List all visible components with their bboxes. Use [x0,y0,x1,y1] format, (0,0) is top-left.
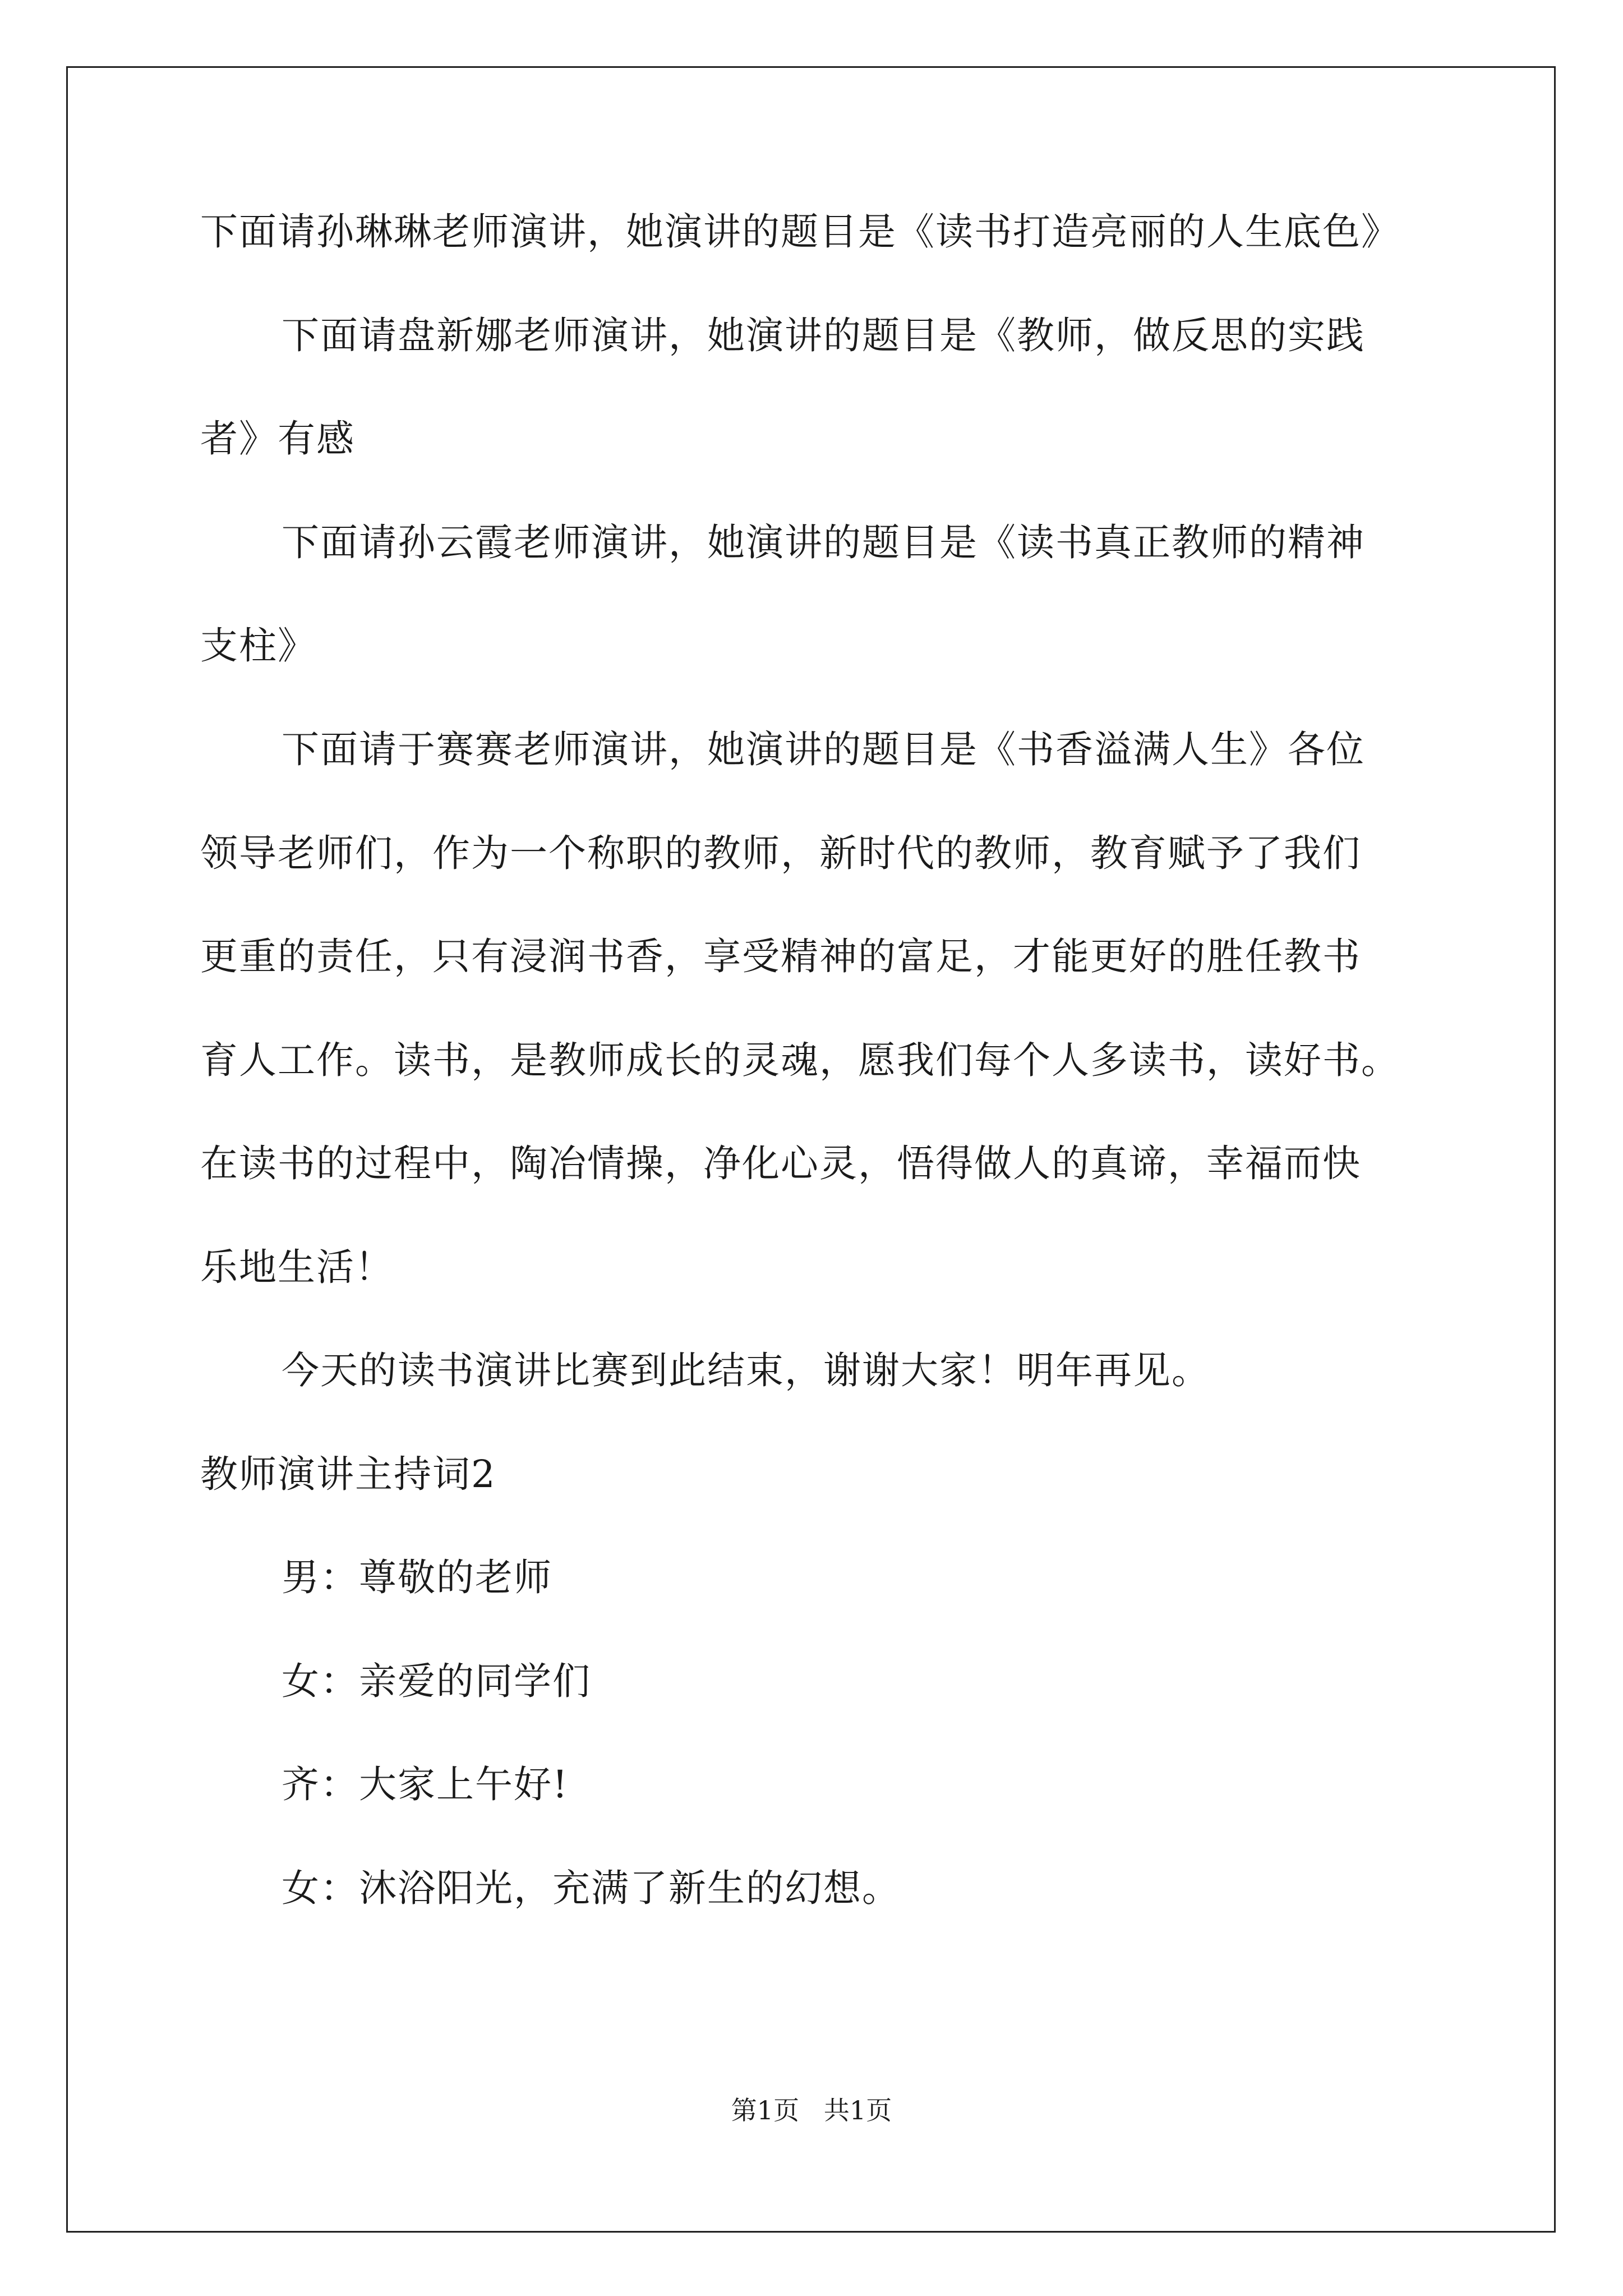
paragraph-line: 育人工作。读书，是教师成长的灵魂，愿我们每个人多读书，读好书。 [200,1038,1400,1082]
paragraph-line: 领导老师们，作为一个称职的教师，新时代的教师，教育赋予了我们 [200,831,1361,875]
page-number-footer: 第1页 共1页 [731,2095,892,2125]
paragraph-line: 女：沐浴阳光，充满了新生的幻想。 [282,1866,901,1910]
paragraph-line: 支柱》 [200,624,316,668]
paragraph-line: 齐：大家上午好! [282,1763,569,1806]
paragraph-line: 下面请盘新娜老师演讲，她演讲的题目是《教师，做反思的实践 [282,314,1365,357]
section-heading: 教师演讲主持词2 [200,1452,496,1496]
paragraph-line: 男：尊敬的老师 [282,1556,552,1599]
paragraph-line: 乐地生活！ [200,1245,394,1289]
paragraph-line: 者》有感 [200,417,355,461]
paragraph-line: 下面请孙琳琳老师演讲，她演讲的题目是《读书打造亮丽的人生底色》 [200,210,1400,254]
paragraph-line: 下面请于赛赛老师演讲，她演讲的题目是《书香溢满人生》各位 [282,728,1365,771]
paragraph-line: 在读书的过程中，陶冶情操，净化心灵，悟得做人的真谛，幸福而快 [200,1142,1361,1185]
paragraph-line: 今天的读书演讲比赛到此结束，谢谢大家！明年再见。 [282,1349,1210,1392]
paragraph-line: 更重的责任，只有浸润书香，享受精神的富足，才能更好的胜任教书 [200,935,1361,978]
paragraph-line: 女：亲爱的同学们 [282,1659,591,1703]
paragraph-line: 下面请孙云霞老师演讲，她演讲的题目是《读书真正教师的精神 [282,521,1365,564]
